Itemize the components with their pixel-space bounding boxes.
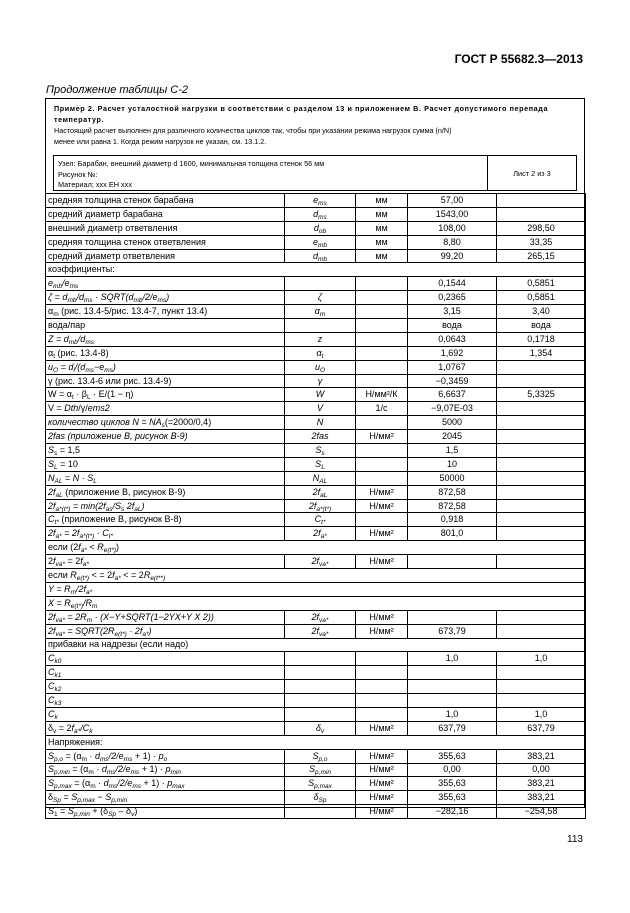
example-title: Пример 2. Расчет усталостной нагрузки в соответствии с разделом 13 и приложением В. Расчет допустимого перепада температур.: [54, 104, 549, 124]
page-number: 113: [567, 834, 583, 845]
symbol-cell: $2f_{va*}$: [285, 555, 356, 569]
parameter-cell: средний диаметр ответвления: [46, 249, 285, 263]
parameter-cell: $\delta_v = 2f_{a*}/C_k$: [46, 721, 285, 735]
parameter-cell: $S_{p,max} = (\alpha_m \cdot d_{ms}/2/e_{ms} + 1) \cdot p_{max}$: [46, 777, 285, 791]
table-row: [46, 291, 586, 305]
parameter-cell: $2f_{a*} = 2f_{a*(t*)} \cdot C_{t*}$: [46, 527, 285, 541]
value-cell-1: 1,5: [408, 444, 497, 458]
symbol-cell: $S_{p,min}$: [285, 763, 356, 777]
table-row: [46, 694, 586, 708]
unit-cell: мм: [356, 194, 408, 208]
value-cell-2: [497, 527, 586, 541]
symbol-cell: $\delta_v$: [285, 721, 356, 735]
table-row: [46, 569, 586, 583]
symbol-cell: [285, 694, 356, 708]
value-cell-1: 108,00: [408, 221, 497, 235]
parameter-cell: $S_{p,min} = (\alpha_m \cdot d_{ms}/2/e_{ms} + 1) \cdot p_{min}$: [46, 763, 285, 777]
value-cell-2: 1,0: [497, 652, 586, 666]
table-row: [46, 777, 586, 791]
parameter-cell: $W = \alpha_t \cdot \beta_L \cdot E/(1 - \eta)$: [46, 388, 285, 402]
value-cell-2: [497, 402, 586, 416]
table-row: [46, 249, 586, 263]
table-row: [46, 485, 586, 499]
table-row: [46, 319, 586, 333]
sheet-number: Лист 2 из 3: [487, 156, 576, 190]
value-cell-1: 1,0767: [408, 360, 497, 374]
parameter-cell: $2f_{va*} = 2R_m$ · (X−Y+SQRT(1−2YX+Y X 2)): [46, 610, 285, 624]
table-row: [46, 749, 586, 763]
parameter-cell: $S_{p,o} = (\alpha_m \cdot d_{ms}/2/e_{ms} + 1) \cdot p_o$: [46, 749, 285, 763]
parameter-cell: $C_{k0}$: [46, 652, 285, 666]
unit-cell: Н/мм²: [356, 763, 408, 777]
value-cell-1: 0,1544: [408, 277, 497, 291]
value-cell-1: 355,63: [408, 749, 497, 763]
value-cell-1: 355,63: [408, 777, 497, 791]
unit-cell: мм: [356, 207, 408, 221]
symbol-cell: γ: [285, 374, 356, 388]
symbol-cell: [285, 707, 356, 721]
table-row: [46, 346, 586, 360]
symbol-cell: $e_{ms}$: [285, 194, 356, 208]
parameter-cell: $X = R_{e(t*)}/R_m$: [46, 596, 586, 610]
material: Материал; ххх ЕН ххх: [58, 180, 132, 189]
parameter-cell: $C_{t*}$ (приложение В, рисунок В-8): [46, 513, 285, 527]
value-cell-2: [497, 416, 586, 430]
value-cell-1: 0,918: [408, 513, 497, 527]
symbol-cell: [285, 319, 356, 333]
example-note-line1: Настоящий расчет выполнен для различного количества циклов так, чтобы при указании режима нагрузок сумма (n/N): [54, 126, 452, 135]
table-row: [46, 638, 586, 652]
value-cell-2: [497, 457, 586, 471]
unit-cell: [356, 305, 408, 319]
value-cell-2: [497, 194, 586, 208]
value-cell-1: [408, 555, 497, 569]
calculation-table: [45, 193, 586, 819]
unit-cell: [356, 277, 408, 291]
symbol-cell: V: [285, 402, 356, 416]
parameter-cell: V = Dth/γ/ems2: [46, 402, 285, 416]
value-cell-2: [497, 444, 586, 458]
parameter-cell: коэффициенты:: [46, 263, 586, 277]
symbol-cell: [285, 680, 356, 694]
value-cell-2: [497, 207, 586, 221]
symbol-cell: $2f_{a*(t*)}$: [285, 499, 356, 513]
parameter-cell: $C_{k2}$: [46, 680, 285, 694]
table-row: [46, 624, 586, 638]
value-cell-2: [497, 694, 586, 708]
parameter-cell: $\alpha_m$ (рис. 13.4-5/рис. 13.4-7, пункт 13.4): [46, 305, 285, 319]
symbol-cell: [285, 805, 356, 819]
parameter-cell: $S_s = 1,5$: [46, 444, 285, 458]
value-cell-1: 6,6637: [408, 388, 497, 402]
table-row: [46, 791, 586, 805]
table-row: [46, 652, 586, 666]
unit-cell: Н/мм²: [356, 624, 408, 638]
unit-cell: 1/с: [356, 402, 408, 416]
symbol-cell: z: [285, 332, 356, 346]
value-cell-2: 5,3325: [497, 388, 586, 402]
table-row: [46, 721, 586, 735]
parameter-cell: вода/пар: [46, 319, 285, 333]
symbol-cell: $\alpha_m$: [285, 305, 356, 319]
value-cell-2: [497, 471, 586, 485]
value-cell-1: 355,63: [408, 791, 497, 805]
parameter-cell: $2f_{va*} = 2f_{a*}$: [46, 555, 285, 569]
parameter-cell: $2f_{va*}$ = $SQRT(2R_{e(t*)} \cdot 2f_{a*})$: [46, 624, 285, 638]
unit-cell: мм: [356, 235, 408, 249]
value-cell-1: 801,0: [408, 527, 497, 541]
unit-cell: [356, 291, 408, 305]
parameter-cell: $C_{k3}$: [46, 694, 285, 708]
unit-cell: [356, 332, 408, 346]
value-cell-1: вода: [408, 319, 497, 333]
symbol-cell: $S_{p,max}$: [285, 777, 356, 791]
symbol-cell: $S_s$: [285, 444, 356, 458]
value-cell-2: 0,5851: [497, 277, 586, 291]
value-cell-2: [497, 610, 586, 624]
table-row: [46, 235, 586, 249]
value-cell-1: [408, 666, 497, 680]
symbol-cell: $S_{p,o}$: [285, 749, 356, 763]
unit-cell: [356, 652, 408, 666]
table-row: [46, 763, 586, 777]
table-row: [46, 207, 586, 221]
value-cell-1: 5000: [408, 416, 497, 430]
parameter-cell: если $R_{e(t*)}$ < = $2f_{a*}$ < = $2R_{e(t**)}$: [46, 569, 586, 583]
symbol-cell: 2fas: [285, 430, 356, 444]
table-row: [46, 374, 586, 388]
parameter-cell: прибавки на надрезы (если надо): [46, 638, 586, 652]
value-cell-1: [408, 694, 497, 708]
table-row: [46, 263, 586, 277]
value-cell-1: 1543,00: [408, 207, 497, 221]
parameter-cell: $S_1 = S_{p,min} + (\delta_{Sp} - \delta_v)$: [46, 805, 285, 819]
table-row: [46, 360, 586, 374]
value-cell-2: 33,35: [497, 235, 586, 249]
unit-cell: Н/мм²: [356, 805, 408, 819]
value-cell-1: 1,0: [408, 707, 497, 721]
parameter-cell: 2fas (приложение В, рисунок В-9): [46, 430, 285, 444]
table-row: [46, 680, 586, 694]
value-cell-2: 1,0: [497, 707, 586, 721]
table-row: [46, 513, 586, 527]
symbol-cell: $\alpha_t$: [285, 346, 356, 360]
symbol-cell: $e_{mb}$: [285, 235, 356, 249]
continuation-caption: Продолжение таблицы С-2: [46, 84, 188, 96]
parameter-cell: $C_{k1}$: [46, 666, 285, 680]
unit-cell: Н/мм²: [356, 527, 408, 541]
unit-cell: [356, 666, 408, 680]
value-cell-1: 99,20: [408, 249, 497, 263]
unit-cell: Н/мм²: [356, 430, 408, 444]
table-row: [46, 499, 586, 513]
unit-cell: Н/мм²: [356, 749, 408, 763]
unit-cell: [356, 444, 408, 458]
value-cell-2: 298,50: [497, 221, 586, 235]
value-cell-1: 0,2365: [408, 291, 497, 305]
unit-cell: Н/мм²: [356, 485, 408, 499]
unit-cell: [356, 346, 408, 360]
table-row: [46, 402, 586, 416]
unit-cell: Н/мм²/К: [356, 388, 408, 402]
unit-cell: Н/мм²: [356, 721, 408, 735]
value-cell-2: [497, 360, 586, 374]
table-row: [46, 582, 586, 596]
table-row: [46, 416, 586, 430]
value-cell-1: 50000: [408, 471, 497, 485]
value-cell-2: 0,1718: [497, 332, 586, 346]
parameter-cell: количество циклов $N = NA_s(=2000/0,4)$: [46, 416, 285, 430]
value-cell-1: [408, 680, 497, 694]
table-row: [46, 332, 586, 346]
value-cell-1: 10: [408, 457, 497, 471]
value-cell-2: −254,58: [497, 805, 586, 819]
symbol-cell: $S_L$: [285, 457, 356, 471]
value-cell-1: 872,58: [408, 499, 497, 513]
value-cell-1: [408, 610, 497, 624]
value-cell-1: 1,692: [408, 346, 497, 360]
parameter-cell: Напряжения:: [46, 735, 586, 749]
table-row: [46, 555, 586, 569]
value-cell-2: [497, 666, 586, 680]
value-cell-1: −0,3459: [408, 374, 497, 388]
table-row: [46, 305, 586, 319]
value-cell-2: [497, 624, 586, 638]
unit-cell: Н/мм²: [356, 555, 408, 569]
table-row: [46, 471, 586, 485]
symbol-cell: [285, 666, 356, 680]
unit-cell: [356, 694, 408, 708]
value-cell-2: 637,79: [497, 721, 586, 735]
parameter-cell: $e_{mb}/e_{ms}$: [46, 277, 285, 291]
table-row: [46, 541, 586, 555]
unit-cell: [356, 471, 408, 485]
value-cell-1: 8,80: [408, 235, 497, 249]
symbol-cell: $C_{t*}$: [285, 513, 356, 527]
unit-cell: мм: [356, 221, 408, 235]
unit-cell: [356, 360, 408, 374]
parameter-cell: $Z = d_{mb}/d_{ms}$: [46, 332, 285, 346]
parameter-cell: $Y = R_m/2f_{a*}$: [46, 582, 586, 596]
parameter-cell: если $(2f_{a*} < R_{e(t*)})$: [46, 541, 586, 555]
unit-cell: [356, 319, 408, 333]
unit-cell: Н/мм²: [356, 499, 408, 513]
symbol-cell: $d_{mb}$: [285, 249, 356, 263]
value-cell-2: вода: [497, 319, 586, 333]
symbol-cell: W: [285, 388, 356, 402]
parameter-cell: $C_k$: [46, 707, 285, 721]
unit-cell: [356, 416, 408, 430]
table-row: [46, 707, 586, 721]
unit-cell: [356, 680, 408, 694]
symbol-cell: $\delta_{Sp}$: [285, 791, 356, 805]
symbol-cell: $2f_{va*}$: [285, 610, 356, 624]
drawing-number: Рисунок №:: [58, 169, 98, 179]
table-row: [46, 388, 586, 402]
parameter-cell: средний диаметр барабана: [46, 207, 285, 221]
value-cell-2: [497, 680, 586, 694]
symbol-cell: ζ: [285, 291, 356, 305]
node-description: Узел: Барабан, внешний диаметр d 1600, минимальная толщина стенок 56 мм: [58, 159, 325, 168]
unit-cell: [356, 457, 408, 471]
parameter-cell: γ (рис. 13.4-6 или рис. 13.4-9): [46, 374, 285, 388]
value-cell-2: [497, 374, 586, 388]
parameter-cell: средняя толщина стенок барабана: [46, 194, 285, 208]
symbol-cell: $d_{ob}$: [285, 221, 356, 235]
value-cell-1: 1,0: [408, 652, 497, 666]
value-cell-2: 0,5851: [497, 291, 586, 305]
value-cell-1: 637,79: [408, 721, 497, 735]
parameter-cell: средняя толщина стенок ответвления: [46, 235, 285, 249]
example-intro: [46, 99, 584, 155]
value-cell-2: 383,21: [497, 749, 586, 763]
value-cell-2: [497, 555, 586, 569]
value-cell-2: 383,21: [497, 777, 586, 791]
table-row: [46, 596, 586, 610]
unit-cell: [356, 513, 408, 527]
value-cell-2: [497, 513, 586, 527]
table-row: [46, 666, 586, 680]
value-cell-2: 0,00: [497, 763, 586, 777]
table-row: [46, 527, 586, 541]
value-cell-1: −282,16: [408, 805, 497, 819]
symbol-cell: $2f_{aL}$: [285, 485, 356, 499]
unit-cell: Н/мм²: [356, 791, 408, 805]
parameter-cell: $\zeta = d_{mb}/d_{ms}$ · $SQRT(d_{mb}/2/e_{ms})$: [46, 291, 285, 305]
unit-cell: мм: [356, 249, 408, 263]
parameter-cell: $2f_{aL}$ (приложение В, рисунок В-9): [46, 485, 285, 499]
value-cell-2: 1,354: [497, 346, 586, 360]
table-row: [46, 221, 586, 235]
parameter-cell: $\delta_{Sp} = S_{p,max} - S_{p,min}$: [46, 791, 285, 805]
table-row: [46, 194, 586, 208]
unit-cell: [356, 374, 408, 388]
value-cell-1: 0,00: [408, 763, 497, 777]
table-row: [46, 444, 586, 458]
value-cell-1: 872,58: [408, 485, 497, 499]
symbol-cell: $2f_{va*}$: [285, 624, 356, 638]
symbol-cell: $N_{AL}$: [285, 471, 356, 485]
standard-number: ГОСТ Р 55682.3—2013: [454, 52, 583, 66]
sheet-header: [53, 155, 577, 191]
symbol-cell: N: [285, 416, 356, 430]
unit-cell: [356, 707, 408, 721]
parameter-cell: $2f_{a*(t*)} = \min(2f_{as}/S_s$ $2f_{aL}$): [46, 499, 285, 513]
value-cell-2: 383,21: [497, 791, 586, 805]
symbol-cell: [285, 277, 356, 291]
symbol-cell: $2f_{a*}$: [285, 527, 356, 541]
value-cell-2: [497, 499, 586, 513]
value-cell-1: 0,0643: [408, 332, 497, 346]
sheet-header-info: [58, 159, 324, 191]
parameter-cell: внешний диаметр ответвления: [46, 221, 285, 235]
value-cell-1: 3,15: [408, 305, 497, 319]
parameter-cell: $u_O = d_i/(d_{ms}-e_{ms})$: [46, 360, 285, 374]
value-cell-1: 2045: [408, 430, 497, 444]
value-cell-1: 57,00: [408, 194, 497, 208]
unit-cell: Н/мм²: [356, 777, 408, 791]
parameter-cell: $S_L = 10$: [46, 457, 285, 471]
value-cell-2: 265,15: [497, 249, 586, 263]
table-row: [46, 805, 586, 819]
symbol-cell: [285, 652, 356, 666]
value-cell-2: [497, 430, 586, 444]
parameter-cell: $\alpha_t$ (рис. 13.4-8): [46, 346, 285, 360]
symbol-cell: $d_{ms}$: [285, 207, 356, 221]
value-cell-1: −9,07E-03: [408, 402, 497, 416]
symbol-cell: $u_O$: [285, 360, 356, 374]
unit-cell: Н/мм²: [356, 610, 408, 624]
table-row: [46, 610, 586, 624]
example-note-line2: менее или равна 1. Когда режим нагрузок не указан, см. 13.1.2.: [54, 137, 267, 146]
value-cell-1: 673,79: [408, 624, 497, 638]
table-row: [46, 457, 586, 471]
value-cell-2: 3,40: [497, 305, 586, 319]
table-row: [46, 735, 586, 749]
parameter-cell: $N_{AL} = N \cdot S_L$: [46, 471, 285, 485]
table-row: [46, 430, 586, 444]
table-row: [46, 277, 586, 291]
value-cell-2: [497, 485, 586, 499]
